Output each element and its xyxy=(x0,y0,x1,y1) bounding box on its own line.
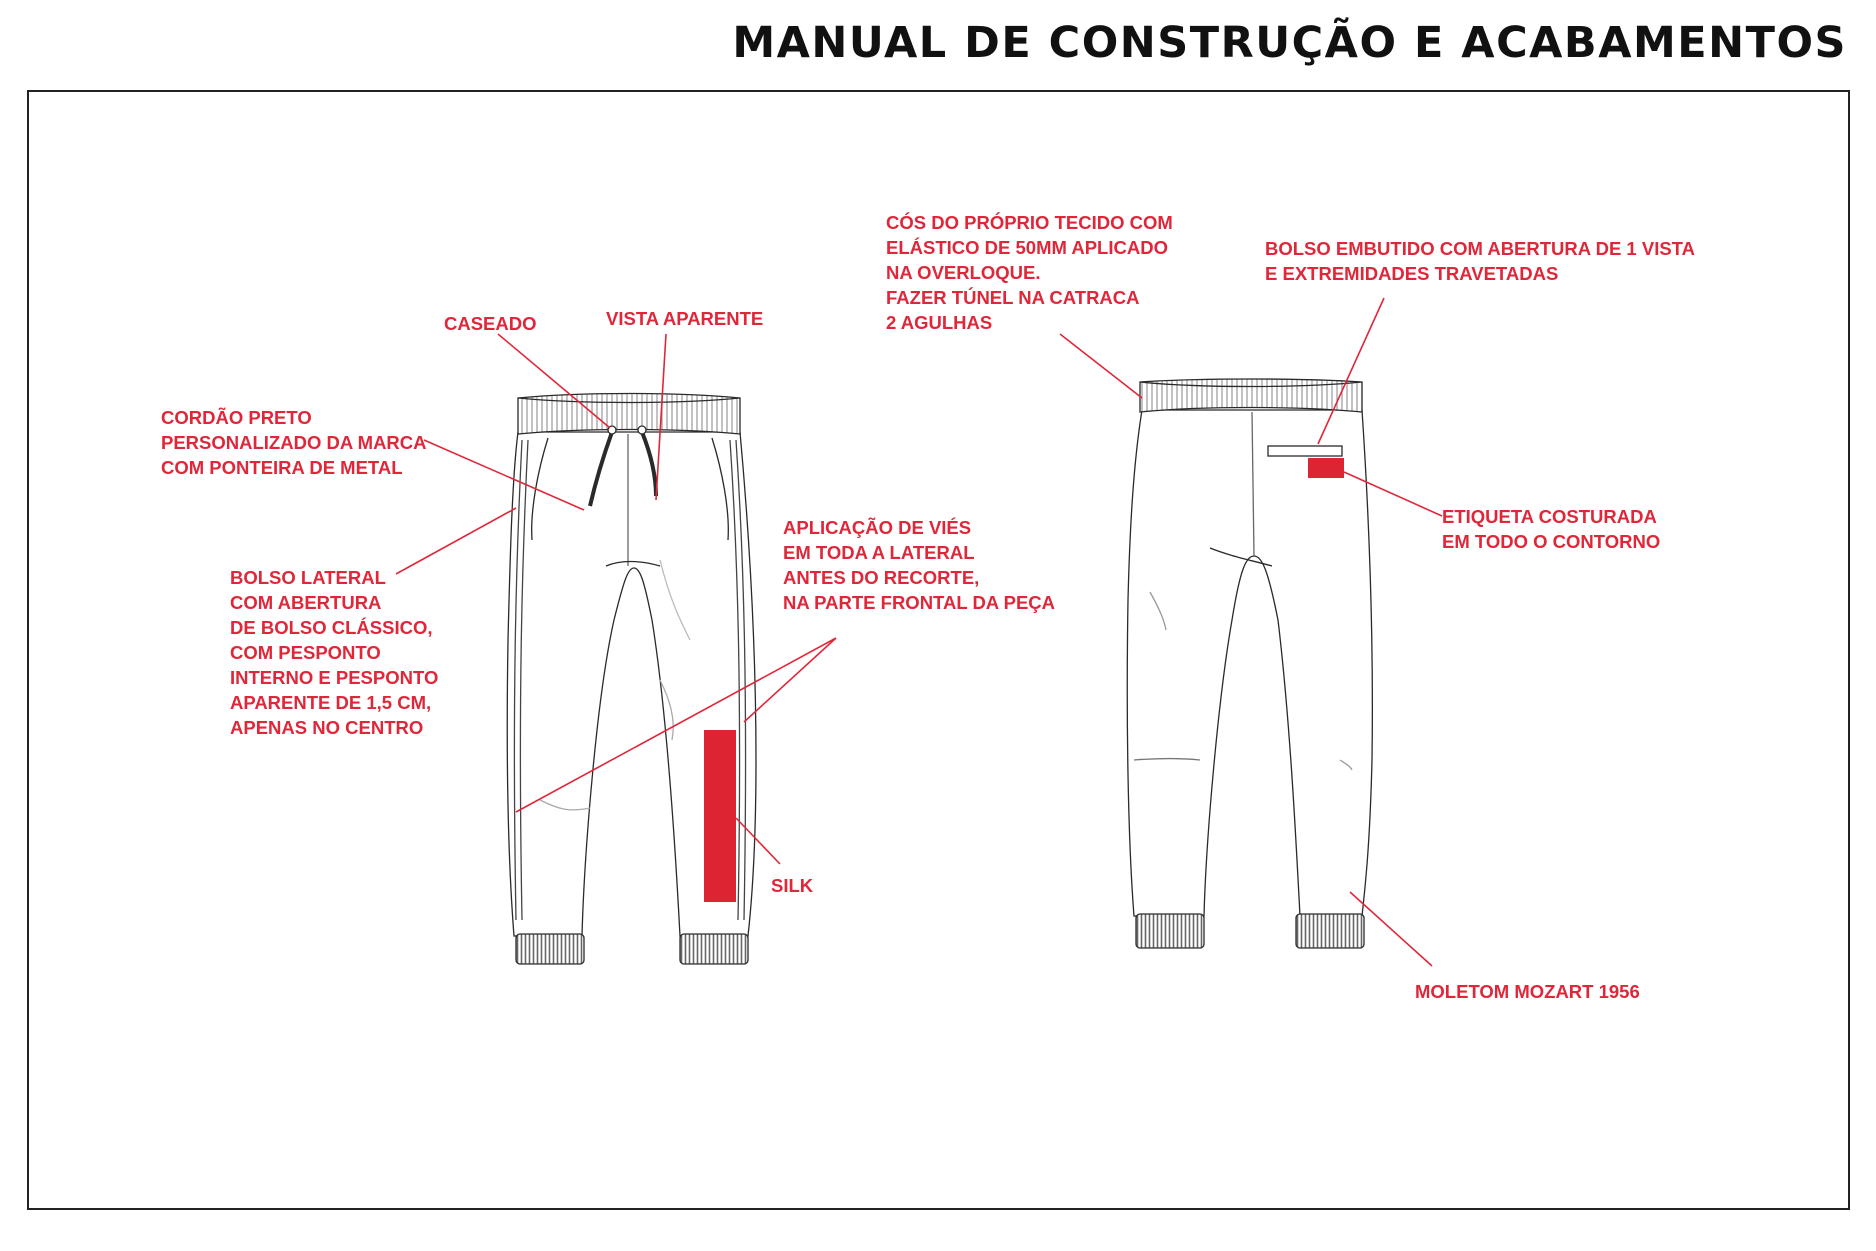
annotation-moletom: MOLETOM MOZART 1956 xyxy=(1415,981,1640,1002)
back-pocket-opening xyxy=(1268,446,1342,456)
annotation-etiqueta: ETIQUETA COSTURADA EM TODO O CONTORNO xyxy=(1442,506,1661,552)
left-cuff xyxy=(516,934,584,964)
front-waistband xyxy=(518,394,740,435)
back-right-cuff xyxy=(1296,914,1364,948)
annotation-vies: APLICAÇÃO DE VIÉS EM TODA A LATERAL ANTES DO RECORTE, NA PARTE FRONTAL DA PEÇA xyxy=(783,517,1056,613)
page-title: MANUAL DE CONSTRUÇÃO E ACABAMENTOS xyxy=(732,18,1847,68)
etiqueta-swatch xyxy=(1308,458,1344,478)
right-cuff xyxy=(680,934,748,964)
back-left-cuff xyxy=(1136,914,1204,948)
silk-swatch xyxy=(704,730,736,902)
annotation-cos: CÓS DO PRÓPRIO TECIDO COM ELÁSTICO DE 50MM APLICADO NA OVERLOQUE. FAZER TÚNEL NA CATRACA 2 AGULHAS xyxy=(886,212,1173,333)
annotation-caseado: CASEADO xyxy=(444,313,537,334)
annotation-cordao: CORDÃO PRETO PERSONALIZADO DA MARCA COM PONTEIRA DE METAL xyxy=(161,407,426,478)
back-pants-outline xyxy=(1127,410,1372,916)
annotation-silk: SILK xyxy=(771,875,814,896)
annotation-vista-aparente: VISTA APARENTE xyxy=(606,308,764,329)
annotation-bolso-lateral: BOLSO LATERAL COM ABERTURA DE BOLSO CLÁSSICO, COM PESPONTO INTERNO E PESPONTO APARENTE DE 1,5 CM, APENAS NO CENTRO xyxy=(230,567,439,738)
annotation-bolso-embutido: BOLSO EMBUTIDO COM ABERTURA DE 1 VISTA E EXTREMIDADES TRAVETADAS xyxy=(1265,238,1695,284)
